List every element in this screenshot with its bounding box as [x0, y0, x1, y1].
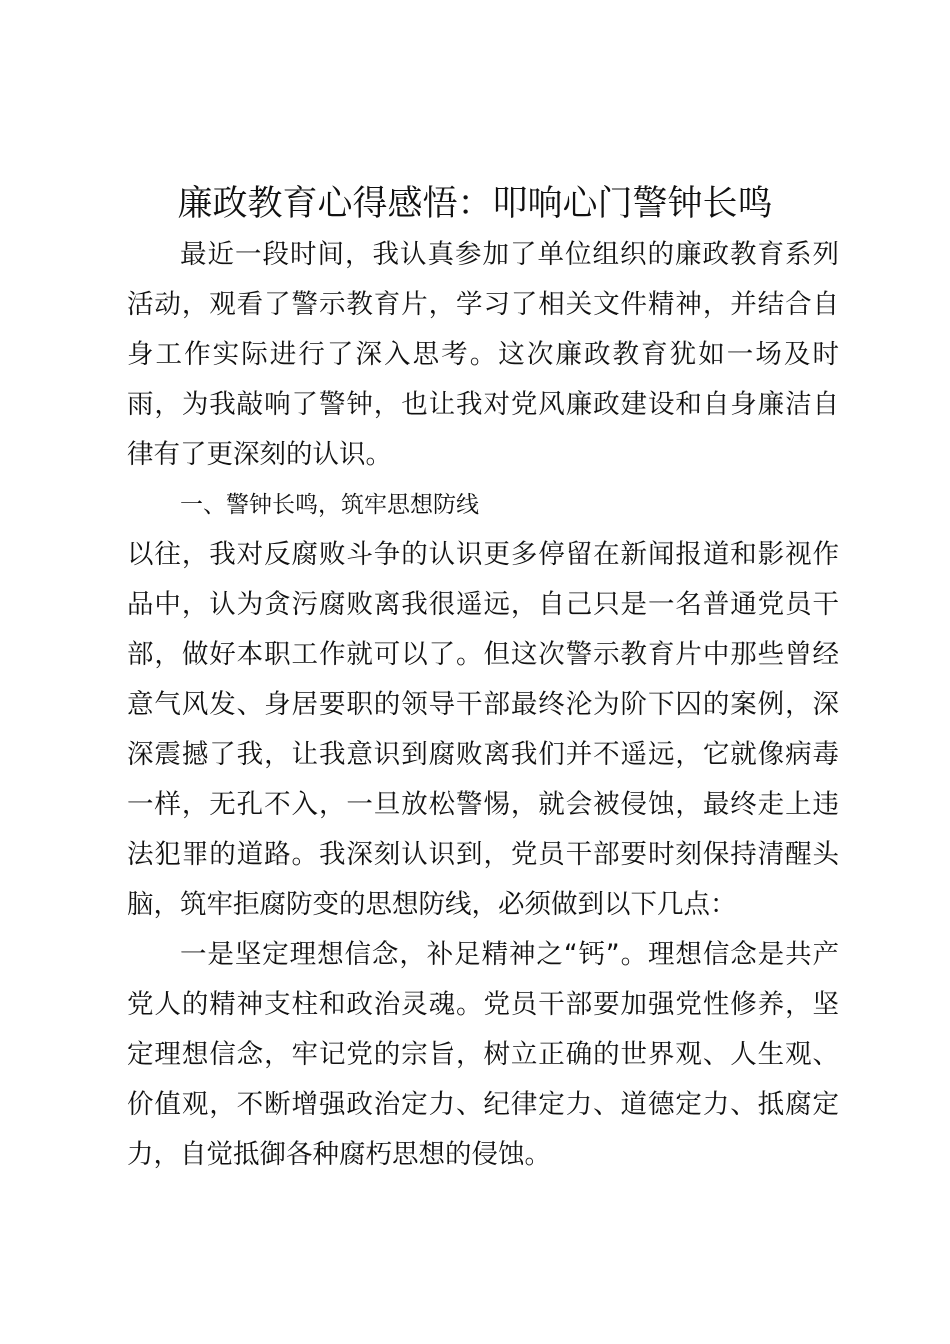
paragraph-reflection: 以往，我对反腐败斗争的认识更多停留在新闻报道和影视作品中，认为贪污腐败离我很遥远，自己只是一名普通党员干部，做好本职工作就可以了。但这次警示教育片中那些曾经意气风发、身居要职的领导干部最终沦为阶下囚的案例，深深震撼了我，让我意识到腐败离我们并不遥远，它就像病毒一样，无孔不入，一旦放松警惕，就会被侵蚀，最终走上违法犯罪的道路。我深刻认识到，党员干部要时刻保持清醒头脑，筑牢拒腐防变的思想防线，必须做到以下几点： — [127, 539, 839, 920]
paragraph-point-one: 一是坚定理想信念，补足精神之“钙”。理想信念是共产党人的精神支柱和政治灵魂。党员干部要加强党性修养，坚定理想信念，牢记党的宗旨，树立正确的世界观、人生观、价值观，不断增强政治定力、纪律定力、道德定力、抵腐定力，自觉抵御各种腐朽思想的侵蚀。 — [127, 939, 839, 1170]
section-heading: 一、警钟长鸣，筑牢思想防线 — [180, 492, 479, 518]
paragraph-intro: 最近一段时间，我认真参加了单位组织的廉政教育系列活动，观看了警示教育片，学习了相关文件精神，并结合自身工作实际进行了深入思考。这次廉政教育犹如一场及时雨，为我敲响了警钟，也让我对党风廉政建设和自身廉洁自律有了更深刻的认识。 — [127, 239, 839, 470]
document-title: 廉政教育心得感悟：叩响心门警钟长鸣 — [177, 184, 773, 224]
